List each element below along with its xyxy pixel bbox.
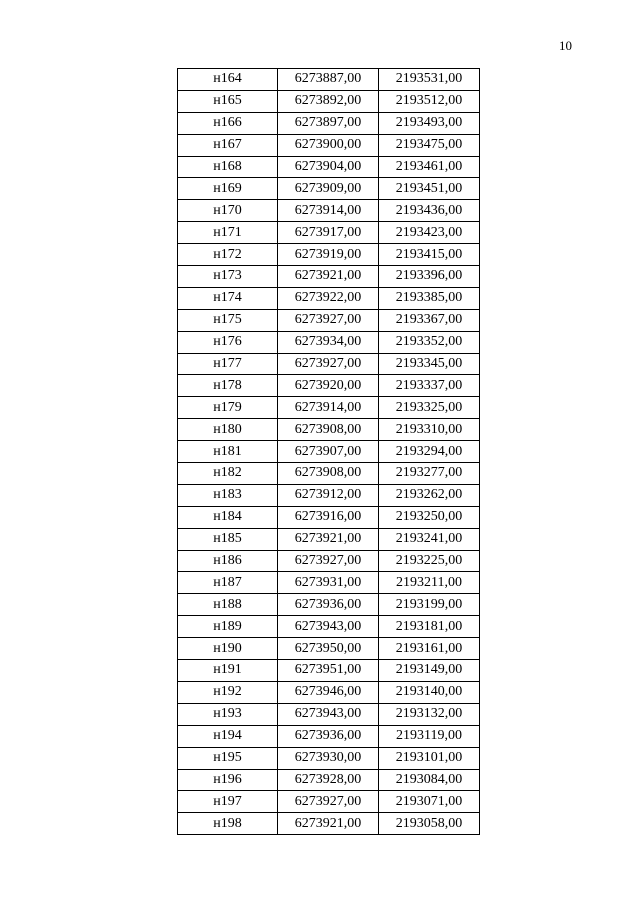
y-coordinate-cell: 2193132,00 bbox=[379, 703, 480, 725]
table-row bbox=[178, 375, 480, 397]
table-row bbox=[178, 594, 480, 616]
y-coordinate-cell: 2193385,00 bbox=[379, 287, 480, 309]
y-coordinate-cell: 2193140,00 bbox=[379, 681, 480, 703]
point-id-cell: н181 bbox=[178, 441, 278, 463]
y-coordinate-cell: 2193451,00 bbox=[379, 178, 480, 200]
point-id-cell: н192 bbox=[178, 681, 278, 703]
point-id-cell: н182 bbox=[178, 463, 278, 485]
coordinates-table bbox=[177, 68, 480, 835]
table-row bbox=[178, 703, 480, 725]
x-coordinate-cell: 6273900,00 bbox=[278, 134, 379, 156]
table-row bbox=[178, 156, 480, 178]
table-row bbox=[178, 441, 480, 463]
x-coordinate-cell: 6273887,00 bbox=[278, 69, 379, 91]
table-row bbox=[178, 528, 480, 550]
y-coordinate-cell: 2193119,00 bbox=[379, 725, 480, 747]
table-row bbox=[178, 813, 480, 835]
y-coordinate-cell: 2193149,00 bbox=[379, 660, 480, 682]
point-id-cell: н171 bbox=[178, 222, 278, 244]
x-coordinate-cell: 6273934,00 bbox=[278, 331, 379, 353]
table-row bbox=[178, 550, 480, 572]
point-id-cell: н168 bbox=[178, 156, 278, 178]
point-id-cell: н194 bbox=[178, 725, 278, 747]
point-id-cell: н193 bbox=[178, 703, 278, 725]
point-id-cell: н177 bbox=[178, 353, 278, 375]
y-coordinate-cell: 2193352,00 bbox=[379, 331, 480, 353]
table-row bbox=[178, 638, 480, 660]
x-coordinate-cell: 6273950,00 bbox=[278, 638, 379, 660]
x-coordinate-cell: 6273917,00 bbox=[278, 222, 379, 244]
y-coordinate-cell: 2193101,00 bbox=[379, 747, 480, 769]
x-coordinate-cell: 6273936,00 bbox=[278, 594, 379, 616]
y-coordinate-cell: 2193367,00 bbox=[379, 309, 480, 331]
y-coordinate-cell: 2193345,00 bbox=[379, 353, 480, 375]
point-id-cell: н198 bbox=[178, 813, 278, 835]
y-coordinate-cell: 2193310,00 bbox=[379, 419, 480, 441]
table-row bbox=[178, 353, 480, 375]
point-id-cell: н191 bbox=[178, 660, 278, 682]
point-id-cell: н166 bbox=[178, 112, 278, 134]
y-coordinate-cell: 2193211,00 bbox=[379, 572, 480, 594]
y-coordinate-cell: 2193423,00 bbox=[379, 222, 480, 244]
x-coordinate-cell: 6273914,00 bbox=[278, 200, 379, 222]
x-coordinate-cell: 6273921,00 bbox=[278, 266, 379, 288]
point-id-cell: н189 bbox=[178, 616, 278, 638]
table-row bbox=[178, 222, 480, 244]
point-id-cell: н164 bbox=[178, 69, 278, 91]
y-coordinate-cell: 2193241,00 bbox=[379, 528, 480, 550]
point-id-cell: н170 bbox=[178, 200, 278, 222]
table-row bbox=[178, 769, 480, 791]
x-coordinate-cell: 6273921,00 bbox=[278, 813, 379, 835]
x-coordinate-cell: 6273892,00 bbox=[278, 90, 379, 112]
x-coordinate-cell: 6273936,00 bbox=[278, 725, 379, 747]
table-row bbox=[178, 506, 480, 528]
point-id-cell: н197 bbox=[178, 791, 278, 813]
table-row bbox=[178, 484, 480, 506]
table-row bbox=[178, 616, 480, 638]
table-row bbox=[178, 309, 480, 331]
x-coordinate-cell: 6273908,00 bbox=[278, 419, 379, 441]
y-coordinate-cell: 2193058,00 bbox=[379, 813, 480, 835]
y-coordinate-cell: 2193084,00 bbox=[379, 769, 480, 791]
x-coordinate-cell: 6273927,00 bbox=[278, 309, 379, 331]
y-coordinate-cell: 2193181,00 bbox=[379, 616, 480, 638]
x-coordinate-cell: 6273909,00 bbox=[278, 178, 379, 200]
x-coordinate-cell: 6273914,00 bbox=[278, 397, 379, 419]
y-coordinate-cell: 2193475,00 bbox=[379, 134, 480, 156]
table-row bbox=[178, 134, 480, 156]
y-coordinate-cell: 2193396,00 bbox=[379, 266, 480, 288]
y-coordinate-cell: 2193337,00 bbox=[379, 375, 480, 397]
y-coordinate-cell: 2193531,00 bbox=[379, 69, 480, 91]
table-row bbox=[178, 791, 480, 813]
table-row bbox=[178, 419, 480, 441]
page-number: 10 bbox=[559, 38, 572, 53]
x-coordinate-cell: 6273930,00 bbox=[278, 747, 379, 769]
x-coordinate-cell: 6273927,00 bbox=[278, 550, 379, 572]
point-id-cell: н165 bbox=[178, 90, 278, 112]
point-id-cell: н185 bbox=[178, 528, 278, 550]
table-row bbox=[178, 572, 480, 594]
x-coordinate-cell: 6273946,00 bbox=[278, 681, 379, 703]
point-id-cell: н169 bbox=[178, 178, 278, 200]
y-coordinate-cell: 2193225,00 bbox=[379, 550, 480, 572]
y-coordinate-cell: 2193415,00 bbox=[379, 244, 480, 266]
y-coordinate-cell: 2193161,00 bbox=[379, 638, 480, 660]
point-id-cell: н174 bbox=[178, 287, 278, 309]
point-id-cell: н188 bbox=[178, 594, 278, 616]
point-id-cell: н190 bbox=[178, 638, 278, 660]
x-coordinate-cell: 6273904,00 bbox=[278, 156, 379, 178]
table-row bbox=[178, 244, 480, 266]
table-row bbox=[178, 69, 480, 91]
y-coordinate-cell: 2193294,00 bbox=[379, 441, 480, 463]
point-id-cell: н195 bbox=[178, 747, 278, 769]
table-row bbox=[178, 681, 480, 703]
point-id-cell: н167 bbox=[178, 134, 278, 156]
point-id-cell: н180 bbox=[178, 419, 278, 441]
point-id-cell: н172 bbox=[178, 244, 278, 266]
y-coordinate-cell: 2193199,00 bbox=[379, 594, 480, 616]
table-row bbox=[178, 200, 480, 222]
x-coordinate-cell: 6273943,00 bbox=[278, 703, 379, 725]
x-coordinate-cell: 6273907,00 bbox=[278, 441, 379, 463]
table-row bbox=[178, 331, 480, 353]
y-coordinate-cell: 2193262,00 bbox=[379, 484, 480, 506]
y-coordinate-cell: 2193071,00 bbox=[379, 791, 480, 813]
y-coordinate-cell: 2193493,00 bbox=[379, 112, 480, 134]
x-coordinate-cell: 6273912,00 bbox=[278, 484, 379, 506]
y-coordinate-cell: 2193461,00 bbox=[379, 156, 480, 178]
x-coordinate-cell: 6273951,00 bbox=[278, 660, 379, 682]
y-coordinate-cell: 2193277,00 bbox=[379, 463, 480, 485]
point-id-cell: н179 bbox=[178, 397, 278, 419]
y-coordinate-cell: 2193325,00 bbox=[379, 397, 480, 419]
x-coordinate-cell: 6273928,00 bbox=[278, 769, 379, 791]
point-id-cell: н178 bbox=[178, 375, 278, 397]
table-row bbox=[178, 660, 480, 682]
y-coordinate-cell: 2193512,00 bbox=[379, 90, 480, 112]
x-coordinate-cell: 6273943,00 bbox=[278, 616, 379, 638]
point-id-cell: н187 bbox=[178, 572, 278, 594]
x-coordinate-cell: 6273920,00 bbox=[278, 375, 379, 397]
table-row bbox=[178, 266, 480, 288]
x-coordinate-cell: 6273927,00 bbox=[278, 791, 379, 813]
table-row bbox=[178, 397, 480, 419]
point-id-cell: н196 bbox=[178, 769, 278, 791]
x-coordinate-cell: 6273922,00 bbox=[278, 287, 379, 309]
x-coordinate-cell: 6273919,00 bbox=[278, 244, 379, 266]
point-id-cell: н186 bbox=[178, 550, 278, 572]
x-coordinate-cell: 6273931,00 bbox=[278, 572, 379, 594]
point-id-cell: н175 bbox=[178, 309, 278, 331]
x-coordinate-cell: 6273897,00 bbox=[278, 112, 379, 134]
table-row bbox=[178, 463, 480, 485]
x-coordinate-cell: 6273927,00 bbox=[278, 353, 379, 375]
x-coordinate-cell: 6273908,00 bbox=[278, 463, 379, 485]
coordinates-table-body bbox=[178, 69, 480, 835]
table-row bbox=[178, 725, 480, 747]
table-row bbox=[178, 112, 480, 134]
table-row bbox=[178, 287, 480, 309]
table-row bbox=[178, 90, 480, 112]
point-id-cell: н183 bbox=[178, 484, 278, 506]
x-coordinate-cell: 6273916,00 bbox=[278, 506, 379, 528]
point-id-cell: н173 bbox=[178, 266, 278, 288]
x-coordinate-cell: 6273921,00 bbox=[278, 528, 379, 550]
y-coordinate-cell: 2193250,00 bbox=[379, 506, 480, 528]
point-id-cell: н176 bbox=[178, 331, 278, 353]
y-coordinate-cell: 2193436,00 bbox=[379, 200, 480, 222]
table-row bbox=[178, 178, 480, 200]
table-row bbox=[178, 747, 480, 769]
point-id-cell: н184 bbox=[178, 506, 278, 528]
